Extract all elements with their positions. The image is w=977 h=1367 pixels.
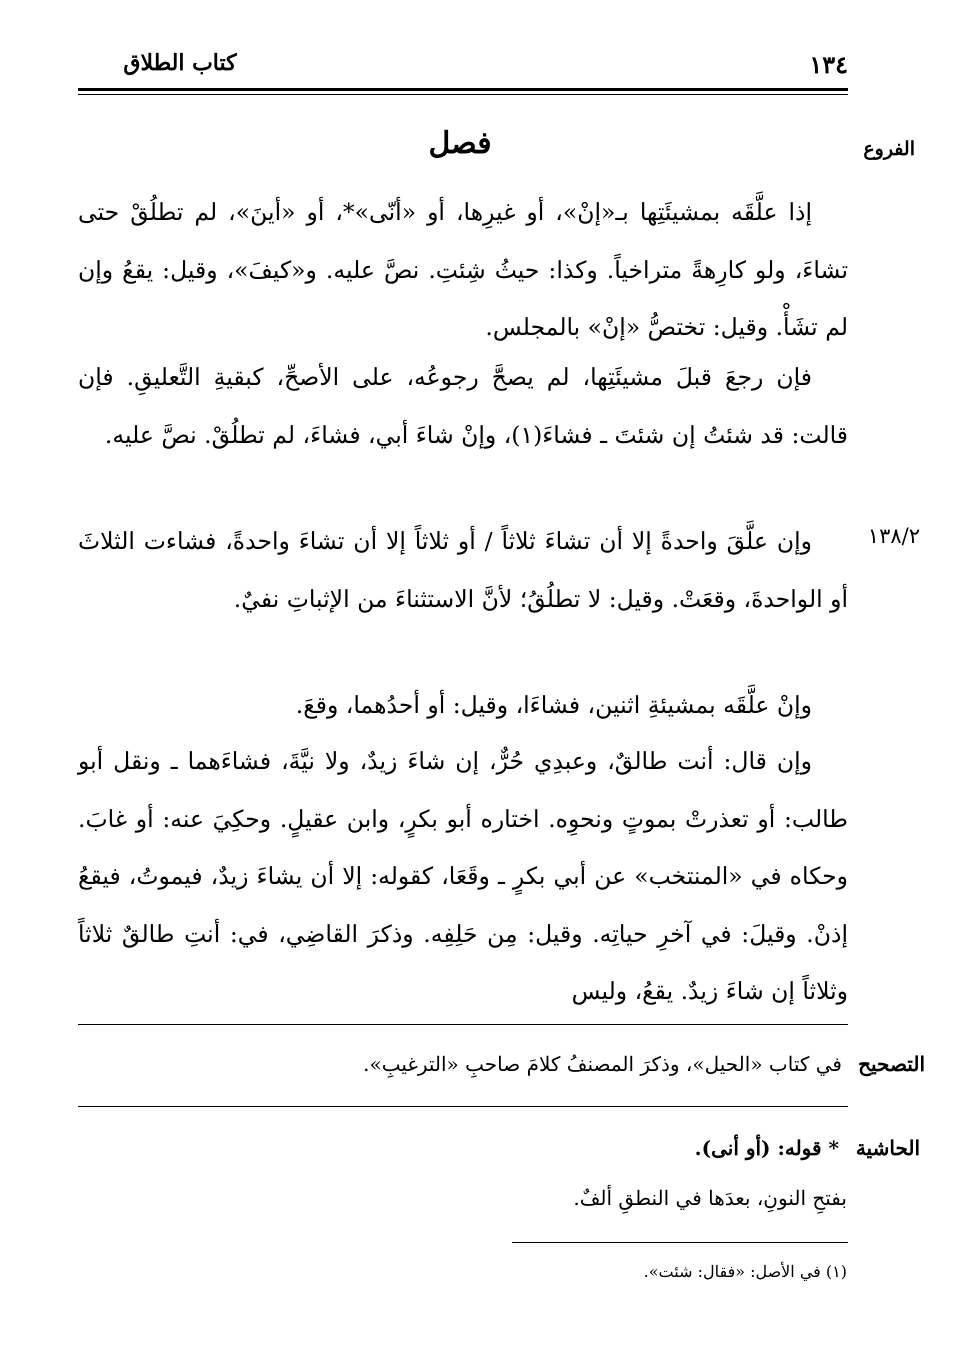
paragraph-1-text: إذا علَّقَه بمشيئَتِها بـ«إنْ»، أو غيرِها، أو «أنّى»*، أو «أينَ»، لم تطلُقْ حتى تشاءَ، ولو كارِهةً متراخياً. وكذا: حيثُ شِئتِ. نصَّ عليه. و«كيفَ»، وقيل: يقعُ وإن لم تشَأْ. وقيل: تختصُّ «إنْ» بالمجلس. [78, 198, 848, 341]
paragraph-5 [78, 733, 848, 1021]
margin-label-hashiya: الحاشية [855, 1136, 920, 1160]
paragraph-3-text: وإن علَّقَ واحدةً إلا أن تشاءَ ثلاثاً / أو ثلاثاً إلا أن تشاءَ واحدةً، فشاءت الثلاثَ أو الواحدةَ، وقعَتْ. وقيل: لا تطلُقُ؛ لأنَّ الاستثناءَ من الإثباتِ نفيٌ. [78, 527, 848, 613]
hashiya-answer: بفتحِ النونِ، بعدَها في النطقِ ألفٌ. [573, 1186, 847, 1210]
header-rule-thin [78, 94, 848, 95]
page-number: ١٣٤ [809, 50, 848, 79]
footnote-separator [512, 1242, 848, 1243]
hashiya-separator [78, 1106, 848, 1107]
running-header-title: كتاب الطلاق [123, 50, 237, 76]
tashih-separator [78, 1024, 848, 1025]
footnote: (١) في الأصل: «فقال: شئت». [643, 1262, 847, 1281]
paragraph-4 [78, 677, 848, 735]
section-title: فصل [428, 126, 492, 161]
paragraph-5-text: وإن قال: أنت طالقٌ، وعبدِي حُرٌّ، إن شاءَ زيدٌ، ولا نيَّةَ، فشاءَهما ـ ونقل أبو طالب: أو تعذرتْ بموتٍ ونحوِه. اختاره أبو بكرٍ، وابن عقيلٍ. وحكِيَ عنه: أو غابَ. وحكاه في «المنتخب» عن أبي بكرٍ ـ وقَعَا، كقوله: إلا أن يشاءَ زيدٌ، فيموتُ، فيقعُ إذنْ. وقيلَ: في آخرِ حياتِه. وقيل: مِن حَلِفِه. وذكرَ القاضِي، في: أنتِ طالقٌ ثلاثاً وثلاثاً إن شاءَ زيدٌ. يقعُ، وليس [78, 747, 848, 1005]
header-rule-thick [78, 88, 848, 91]
paragraph-3 [78, 513, 848, 628]
tashih-text: في كتاب «الحيل»، وذكرَ المصنفُ كلامَ صاحبِ «الترغيبِ». [363, 1052, 842, 1076]
paragraph-2 [78, 349, 848, 464]
paragraph-2-text: فإن رجعَ قبلَ مشيئَتِها، لم يصحَّ رجوعُه، على الأصحِّ، كبقيةِ التَّعليقِ. فإن قالت: قد شئتُ إن شئتَ ـ فشاءَ(١)، وإنْ شاءَ أبي، فشاءَ، لم تطلُقْ. نصَّ عليه. [78, 363, 848, 449]
paragraph-1 [78, 184, 848, 357]
margin-label-furu: الفروع [863, 138, 915, 160]
margin-side-number: ١٣٨/٢ [867, 524, 920, 548]
hashiya-question: * قوله: (أو أنى). [694, 1136, 839, 1160]
margin-label-tashih: التصحيح [858, 1052, 925, 1076]
paragraph-4-text: وإنْ علَّقَه بمشيئةِ اثنين، فشاءَا، وقيل: أو أحدُهما، وقعَ. [295, 691, 812, 719]
